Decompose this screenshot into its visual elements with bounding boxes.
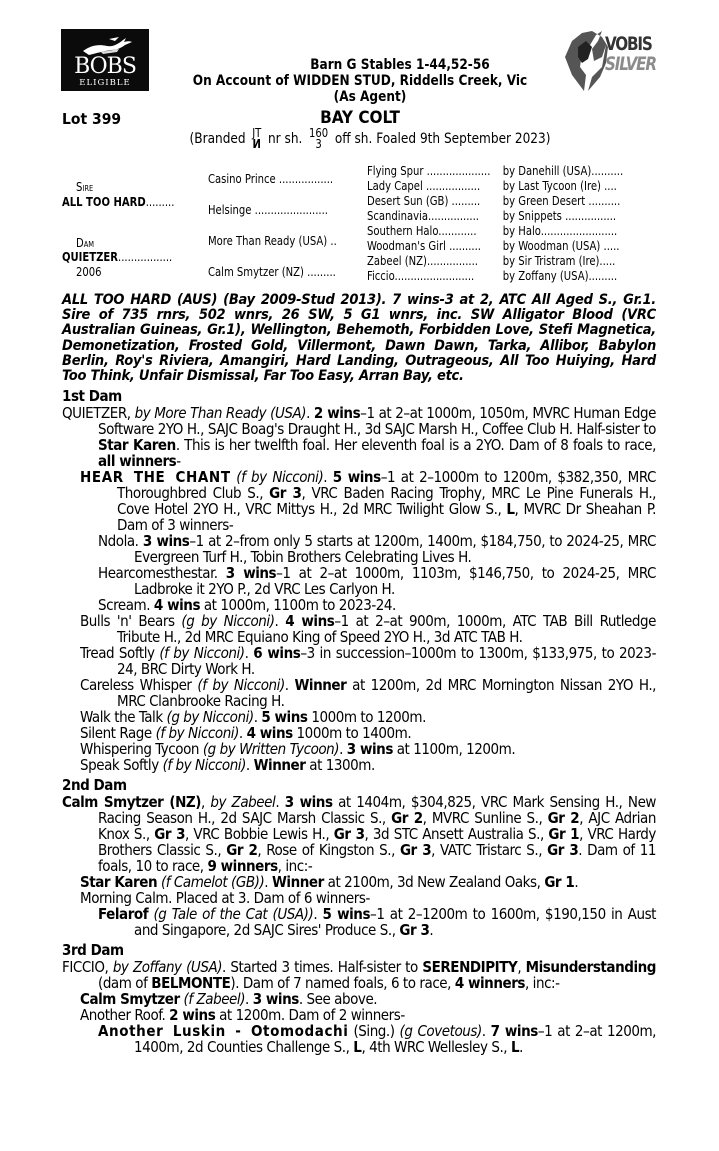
bold-text: 2 wins bbox=[313, 404, 361, 422]
bold-text: 5 wins bbox=[332, 468, 381, 486]
account-line: On Account of WIDDEN STUD, Riddells Creek, Vic bbox=[192, 73, 528, 89]
ancestor-sire: by Zoffany (USA)......... bbox=[502, 269, 618, 283]
bold-text: 3 wins bbox=[142, 532, 190, 550]
pedigree-gen2: Casino Prince ................. bbox=[208, 172, 334, 186]
text: . bbox=[264, 873, 272, 891]
text: . Dam of 11 foals, 10 to race, bbox=[98, 841, 656, 875]
bold-text: SERENDIPITY bbox=[422, 958, 518, 976]
bold-text: 3 wins bbox=[346, 740, 393, 758]
text: –1 at 2–from only 5 starts at 1200m, 1400m, $184,750, to 2024-25, MRC Evergreen Turf H., Tobin Brothers Celebrating Lives H. bbox=[134, 532, 656, 566]
bold-text: BELMONTE bbox=[151, 974, 231, 992]
silver-logo-text: SILVER bbox=[605, 53, 656, 75]
text: –1 at 2–at 1200m, 1400m, 2d Counties Challenge S., bbox=[134, 1022, 657, 1056]
dam-label: Dam bbox=[76, 236, 95, 250]
progeny-entry bbox=[62, 874, 656, 890]
lot-description: BAY COLT bbox=[320, 108, 400, 128]
text: . bbox=[245, 756, 254, 774]
third-dam-heading: 3rd Dam bbox=[62, 941, 124, 959]
text: –1 at 2–at 1000m, 1103m, $146,750, to 2024-25, MRC Ladbroke it 2YO P., 2d VRC Les Carlyon H. bbox=[134, 564, 656, 598]
text: . bbox=[323, 468, 333, 486]
ancestor-name: Woodman's Girl .......... bbox=[367, 239, 481, 253]
sire-dots: ......... bbox=[145, 195, 175, 209]
text: Bulls 'n' Bears bbox=[80, 612, 182, 630]
italic-text: (g Tale of the Cat (USA)) bbox=[148, 905, 314, 923]
text: , Rose of Kingston S., bbox=[257, 841, 400, 859]
text: –1 at 2–at 1000m, 1050m, MVRC Human Edge Software 2YO H., SAJC Boag's Draught H., 3d SAJC Marsh H., Coffee Club H. Half-sister to bbox=[98, 404, 656, 438]
bold-text: Gr 3 bbox=[399, 921, 430, 939]
ancestor-name: Zabeel (NZ)................ bbox=[367, 254, 478, 268]
bold-text: Winner bbox=[294, 676, 347, 694]
text: , VRC Hardy Brothers Classic S., bbox=[98, 825, 656, 859]
bold-text: 2 wins bbox=[169, 1006, 216, 1024]
text: Ndola. bbox=[98, 532, 143, 550]
italic-text: (f by Nicconi) bbox=[162, 756, 246, 774]
text: . bbox=[253, 708, 262, 726]
brand-mark-top: JT bbox=[252, 126, 262, 140]
second-dam-paragraph bbox=[62, 794, 656, 874]
progeny-entry bbox=[62, 565, 656, 597]
italic-text: (g Covetous) bbox=[399, 1022, 482, 1040]
dam-details bbox=[62, 388, 656, 1055]
text: , inc:- bbox=[525, 974, 560, 992]
bold-text: Winner bbox=[253, 756, 306, 774]
second-dam-heading: 2nd Dam bbox=[62, 776, 127, 794]
pedigree-gen2: More Than Ready (USA) .. bbox=[208, 234, 337, 248]
italic-text: by More Than Ready (USA) bbox=[134, 404, 307, 422]
text: , bbox=[200, 793, 211, 811]
bold-text: Gr 1 bbox=[548, 825, 580, 843]
text: –3 in succession–1000m to 1300m, $133,975, to 2023-24, BRC Dirty Work H. bbox=[117, 644, 656, 678]
progeny-entry bbox=[62, 906, 656, 938]
text: at 1404m, $304,825, VRC Mark Sensing H., New Racing Season H., 2d SAJC Marsh Classic S., bbox=[98, 793, 657, 827]
brand-mark-bottom: И bbox=[252, 137, 261, 151]
bobs-logo-text: BOBS bbox=[74, 54, 136, 79]
text: . See above. bbox=[298, 990, 378, 1008]
bold-text: all winners bbox=[98, 452, 177, 470]
text: . Started 3 times. Half-sister to bbox=[222, 958, 423, 976]
ancestor-sire: by Last Tycoon (Ire) .... bbox=[502, 179, 617, 193]
bold-text: Felarof bbox=[98, 905, 149, 923]
text: . bbox=[284, 676, 295, 694]
text: , 4th WRC Wellesley S., bbox=[361, 1038, 511, 1056]
italic-text: by Zabeel bbox=[210, 793, 276, 811]
text: –1 at 2–1200m to 1600m, $190,150 in Aust and Singapore, 2d SAJC Sires' Produce S., bbox=[134, 905, 656, 939]
brand-mid: nr sh. bbox=[267, 131, 303, 147]
dam-dots: ................. bbox=[118, 250, 173, 264]
bold-text: Star Karen bbox=[80, 873, 158, 891]
text: Another Roof. bbox=[80, 1006, 170, 1024]
bold-text: 5 wins bbox=[261, 708, 308, 726]
text: . bbox=[238, 724, 247, 742]
bold-text: 7 wins bbox=[490, 1022, 538, 1040]
text: . bbox=[481, 1022, 491, 1040]
text: . This is her twelfth foal. Her eleventh foal is a 2YO. Dam of 8 foals to race, bbox=[175, 436, 657, 454]
bold-text: Gr 2 bbox=[547, 809, 580, 827]
progeny-entry bbox=[62, 645, 656, 677]
progeny-entry bbox=[62, 890, 656, 906]
bold-text: Gr 3 bbox=[154, 825, 186, 843]
ancestor-sire: by Green Desert .......... bbox=[502, 194, 621, 208]
text: , inc:- bbox=[277, 857, 313, 875]
bold-text: Calm Smytzer bbox=[80, 990, 180, 1008]
sire-label: Sire bbox=[76, 180, 94, 194]
bold-text: Gr 2 bbox=[226, 841, 258, 859]
pedigree-gen2: Calm Smytzer (NZ) ......... bbox=[208, 265, 336, 279]
text: , bbox=[517, 958, 526, 976]
text: at 1300m. bbox=[305, 756, 375, 774]
ancestor-name: Desert Sun (GB) ......... bbox=[367, 194, 481, 208]
sire-name-text: ALL TOO HARD bbox=[62, 195, 146, 209]
bold-text: 6 wins bbox=[253, 644, 301, 662]
first-dam-heading: 1st Dam bbox=[62, 387, 122, 405]
text: . bbox=[574, 873, 579, 891]
italic-text: (g by Nicconi) bbox=[166, 708, 254, 726]
brand-prefix: (Branded bbox=[189, 131, 246, 147]
text: Careless Whisper bbox=[80, 676, 198, 694]
bold-text: L bbox=[353, 1038, 362, 1056]
text: 1000m to 1200m. bbox=[307, 708, 426, 726]
text: Hearcomesthestar. bbox=[98, 564, 226, 582]
agent-line: (As Agent) bbox=[333, 89, 407, 105]
bold-text: Gr 3 bbox=[399, 841, 432, 859]
bold-text: Gr 1 bbox=[544, 873, 575, 891]
text: , MVRC Sunline S., bbox=[422, 809, 548, 827]
text: ). Dam of 7 named foals, 6 to race, bbox=[230, 974, 455, 992]
progeny-entry bbox=[62, 597, 656, 613]
progeny-entry bbox=[62, 469, 656, 533]
bold-text: Gr 2 bbox=[391, 809, 423, 827]
brand-number-bottom: 3 bbox=[315, 137, 322, 151]
ancestor-name: Flying Spur .................... bbox=[367, 164, 491, 178]
text: , VRC Baden Racing Trophy, MRC Le Pine Funerals H., Cove Hotel 2YO H., VRC Mittys H., 2d MRC Twilight Glow S., bbox=[117, 484, 656, 518]
italic-text: (f by Nicconi) bbox=[159, 644, 245, 662]
text: , VRC Bobbie Lewis H., bbox=[185, 825, 334, 843]
brand-number-top: 160 bbox=[309, 126, 329, 140]
text: at 1200m, 2d MRC Mornington Nissan 2YO H., MRC Clanbrooke Racing H. bbox=[117, 676, 657, 710]
bold-text: Calm Smytzer (NZ) bbox=[62, 793, 201, 811]
italic-text: (f by Nicconi) bbox=[230, 468, 324, 486]
ancestor-sire: by Snippets ................ bbox=[502, 209, 617, 223]
progeny-entry bbox=[62, 991, 656, 1007]
italic-text: (g by Nicconi) bbox=[181, 612, 275, 630]
third-dam-paragraph bbox=[62, 959, 656, 991]
bold-text: 4 wins bbox=[153, 596, 201, 614]
progeny-entry bbox=[62, 533, 656, 565]
text: Morning Calm. Placed at 3. Dam of 6 winners- bbox=[80, 889, 370, 907]
bold-text: L bbox=[510, 1038, 520, 1056]
bold-text: Misunderstanding bbox=[525, 958, 656, 976]
progeny-entry bbox=[62, 709, 656, 725]
text: . bbox=[519, 1038, 523, 1056]
text: Scream. bbox=[98, 596, 154, 614]
bold-text: 3 wins bbox=[284, 793, 333, 811]
sire-summary: ALL TOO HARD (AUS) (Bay 2009-Stud 2013). 7 wins-3 at 2, ATC All Aged S., Gr.1. Sire of 735 rnrs, 502 wnrs, 26 SW, 5 G1 wnrs, inc. SW Alligator Blood (VRC Australian Guineas, Gr.1), Wellington, Behemoth, Forbidden Love, Stefi Magnetica, Demonetization, Frosted Gold, Villermont, Dawn Dawn, Tarka, Allibor, Babylon Berlin, Roy's Riviera, Amangiri, Hard Landing, Outrageous, All Too Huiying, Hard Too Think, Unfair Dismissal, Far Too Easy, Arran Bay, etc. bbox=[62, 292, 656, 385]
text: . bbox=[275, 793, 285, 811]
text: (Sing.) bbox=[348, 1022, 400, 1040]
progeny-entry bbox=[62, 741, 656, 757]
bold-text: 4 winners bbox=[454, 974, 526, 992]
progeny-entry bbox=[62, 677, 656, 709]
text: –1 at 2–at 900m, 1000m, ATC TAB Bill Rutledge Tribute H., 2d MRC Equiano King of Speed 2YO H., 3d ATC TAB H. bbox=[117, 612, 657, 646]
text: 1000m to 1400m. bbox=[292, 724, 412, 742]
text: . bbox=[274, 612, 286, 630]
italic-text: (f Zabeel) bbox=[179, 990, 246, 1008]
sire-name bbox=[62, 195, 174, 210]
text: –1 at 2–1000m to 1200m, $382,350, MRC Thoroughbred Club S., bbox=[117, 468, 656, 502]
brand-number bbox=[309, 128, 328, 150]
bold-text: HEAR THE CHANT bbox=[80, 468, 231, 486]
bold-text: 9 winners bbox=[207, 857, 278, 875]
bold-text: 3 wins bbox=[252, 990, 299, 1008]
text: . bbox=[429, 921, 434, 939]
text: , MVRC Dr Sheahan P. Dam of 3 winners- bbox=[117, 500, 657, 534]
text: Speak Softly bbox=[80, 756, 163, 774]
bold-text: 5 wins bbox=[322, 905, 371, 923]
text: . bbox=[313, 905, 323, 923]
stables-line: Barn G Stables 1-44,52-56 bbox=[310, 57, 490, 73]
bold-text: L bbox=[506, 500, 515, 518]
bold-text: 4 wins bbox=[246, 724, 293, 742]
text: QUIETZER, bbox=[62, 404, 135, 422]
pedigree-gen2: Helsinge ....................... bbox=[208, 203, 328, 217]
text: Whispering Tycoon bbox=[80, 740, 203, 758]
ancestor-sire: by Halo........................ bbox=[502, 224, 618, 238]
text: . bbox=[245, 990, 253, 1008]
text: Walk the Talk bbox=[80, 708, 167, 726]
first-dam-paragraph bbox=[62, 405, 656, 469]
text: at 1200m. Dam of 2 winners- bbox=[215, 1006, 405, 1024]
italic-text: (g by Written Tycoon) bbox=[202, 740, 340, 758]
progeny-entry bbox=[62, 725, 656, 741]
bold-text: Another Luskin - Otomodachi bbox=[98, 1022, 349, 1040]
brand-line bbox=[165, 128, 574, 150]
ancestor-sire: by Danehill (USA).......... bbox=[502, 164, 624, 178]
brand-mark bbox=[252, 128, 261, 150]
dam-name-text: QUIETZER bbox=[62, 250, 119, 264]
progeny-entry bbox=[62, 757, 656, 773]
text: - bbox=[176, 452, 181, 470]
ancestor-name: Scandinavia................ bbox=[367, 209, 479, 223]
bold-text: Winner bbox=[271, 873, 324, 891]
text: FICCIO, bbox=[62, 958, 113, 976]
text: at 1000m, 1100m to 2023-24. bbox=[200, 596, 396, 614]
brand-suffix: off sh. Foaled 9th September 2023) bbox=[334, 131, 551, 147]
text: . bbox=[306, 404, 314, 422]
eligible-logo-text: ELIGIBLE bbox=[79, 78, 131, 88]
text: , AJC Adrian Knox S., bbox=[98, 809, 656, 843]
italic-text: (f by Nicconi) bbox=[197, 676, 285, 694]
bold-text: 3 wins bbox=[225, 564, 277, 582]
text: at 2100m, 3d New Zealand Oaks, bbox=[323, 873, 545, 891]
bold-text: Gr 3 bbox=[269, 484, 302, 502]
bold-text: Gr 3 bbox=[333, 825, 365, 843]
ancestor-name: Ficcio......................... bbox=[367, 269, 475, 283]
text: . bbox=[244, 644, 254, 662]
dam-name bbox=[62, 250, 172, 265]
ancestor-sire: by Sir Tristram (Ire)..... bbox=[502, 254, 616, 268]
bobs-eligible-logo bbox=[61, 29, 149, 91]
progeny-entry bbox=[62, 1023, 656, 1055]
text: Silent Rage bbox=[80, 724, 156, 742]
text: , VATC Tristarc S., bbox=[431, 841, 548, 859]
text: Tread Softly bbox=[80, 644, 160, 662]
bold-text: 4 wins bbox=[285, 612, 335, 630]
italic-text: (f by Nicconi) bbox=[155, 724, 239, 742]
text: at 1100m, 1200m. bbox=[392, 740, 516, 758]
lot-number: Lot 399 bbox=[62, 110, 122, 128]
italic-text: (f Camelot (GB)) bbox=[157, 873, 265, 891]
bold-text: Star Karen bbox=[98, 436, 176, 454]
progeny-entry bbox=[62, 613, 656, 645]
italic-text: by Zoffany (USA) bbox=[112, 958, 223, 976]
ancestor-name: Southern Halo............ bbox=[367, 224, 477, 238]
dam-year: 2006 bbox=[76, 265, 102, 279]
text: . bbox=[339, 740, 347, 758]
bold-text: Gr 3 bbox=[547, 841, 579, 859]
ancestor-name: Lady Capel ................. bbox=[367, 179, 481, 193]
ancestor-sire: by Woodman (USA) ..... bbox=[502, 239, 620, 253]
progeny-entry bbox=[62, 1007, 656, 1023]
vobis-logo-text: VOBIS bbox=[605, 33, 652, 55]
text: , 3d STC Ansett Australia S., bbox=[364, 825, 549, 843]
text: (dam of bbox=[98, 974, 152, 992]
